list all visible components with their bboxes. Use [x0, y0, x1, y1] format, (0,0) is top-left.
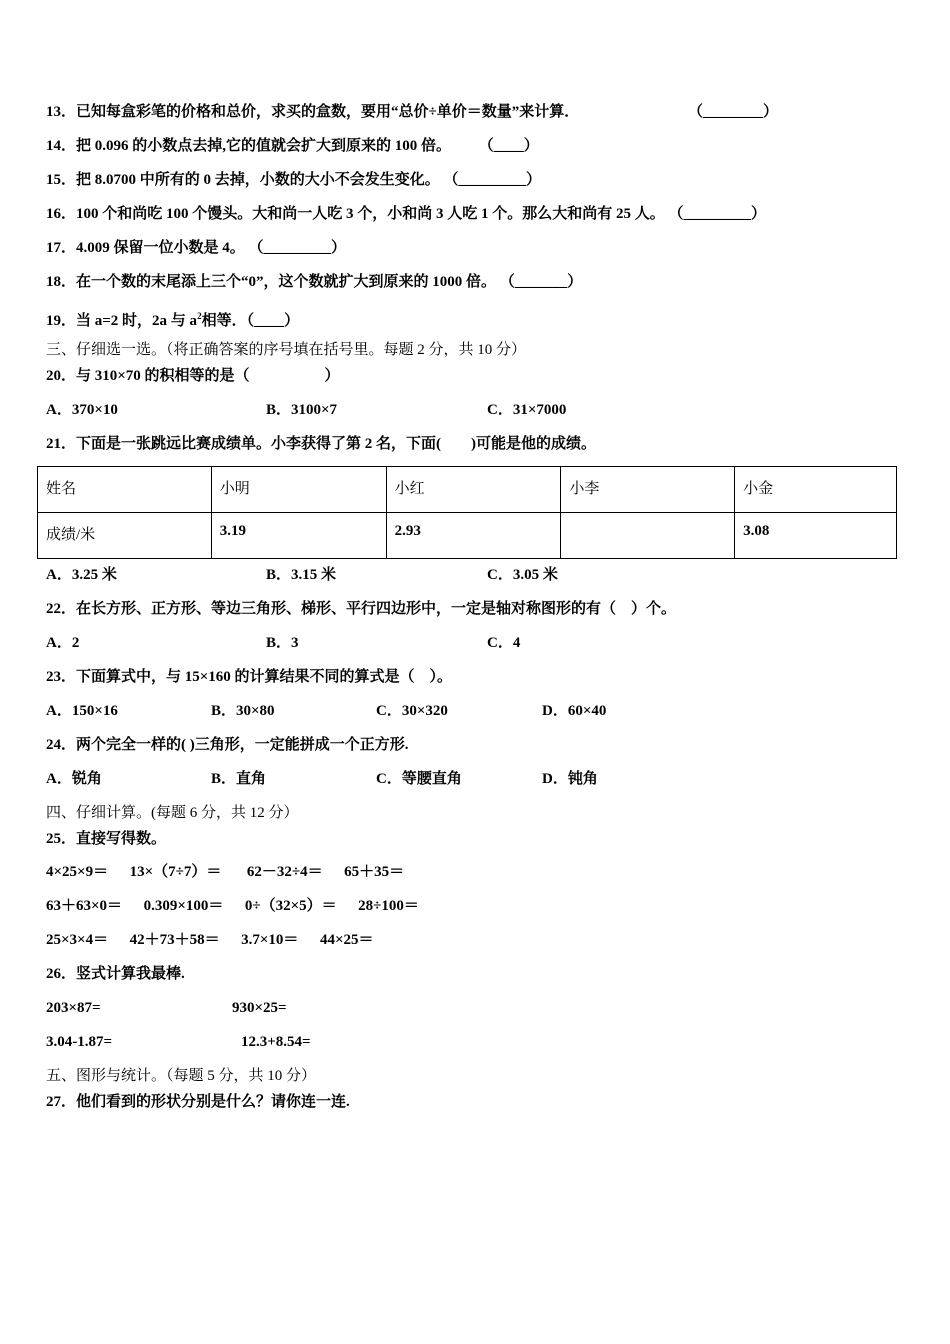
question-24: 24．两个完全一样的( )三角形，一定能拼成一个正方形.: [46, 737, 409, 753]
question-13: 13．已知每盒彩笔的价格和总价，求买的盒数，要用“总价÷单价＝数量”来计算．: [46, 104, 580, 120]
calc-item: 65＋35＝: [344, 864, 405, 880]
table-cell: 小明: [211, 467, 386, 513]
q24-option-c[interactable]: C．等腰直角: [376, 771, 462, 787]
vertical-calc-4: 12.3+8.54=: [241, 1034, 311, 1050]
answer-blank-13[interactable]: （________）: [688, 104, 779, 120]
answer-blank-16[interactable]: （_________）: [668, 206, 767, 222]
question-26: 26．竖式计算我最棒.: [46, 966, 185, 982]
calc-row-3: [46, 930, 374, 950]
q22-option-a[interactable]: A．2: [46, 635, 80, 651]
answer-blank-15[interactable]: （_________）: [443, 172, 542, 188]
question-23: 23．下面算式中，与 15×160 的计算结果不同的算式是（ ）。: [46, 669, 453, 685]
calc-item: 0÷（32×5）＝: [244, 898, 337, 914]
question-25: 25．直接写得数。: [46, 831, 167, 847]
table-cell: 成绩/米: [38, 513, 212, 559]
q20-option-c[interactable]: C．31×7000: [487, 402, 567, 418]
q22-option-b[interactable]: B．3: [266, 635, 299, 651]
table-cell: 小金: [735, 467, 897, 513]
calc-item: 13×（7÷7）＝: [129, 864, 222, 880]
calc-item: 4×25×9＝: [46, 864, 109, 880]
question-15: 15．把 8.0700 中所有的 0 去掉，小数的大小不会发生变化。 （_________）: [46, 172, 542, 188]
question-17: 17．4.009 保留一位小数是 4。 （_________）: [46, 240, 347, 256]
vertical-calc-2: 930×25=: [232, 1000, 287, 1016]
table-cell: 3.08: [735, 513, 897, 559]
question-20: 20．与 310×70 的积相等的是（ ）: [46, 368, 340, 384]
table-cell: 2.93: [386, 513, 561, 559]
question-16: 16．100 个和尚吃 100 个馒头。大和尚一人吃 3 个，小和尚 3 人吃 1 个。那么大和尚有 25 人。 （_________）: [46, 206, 767, 222]
question-27: 27．他们看到的形状分别是什么？请你连一连.: [46, 1094, 350, 1110]
q23-option-c[interactable]: C．30×320: [376, 703, 448, 719]
section-5-heading: 五、图形与统计。（每题 5 分，共 10 分）: [46, 1068, 317, 1084]
calc-item: 44×25＝: [319, 932, 374, 948]
question-18: 18．在一个数的末尾添上三个“0”，这个数就扩大到原来的 1000 倍。 （_______）: [46, 274, 583, 290]
vertical-calc-1: 203×87=: [46, 1000, 101, 1016]
q24-option-a[interactable]: A．锐角: [46, 771, 102, 787]
calc-item: 25×3×4＝: [46, 932, 109, 948]
table-cell: 姓名: [38, 467, 212, 513]
table-cell: 3.19: [211, 513, 386, 559]
calc-row-1: [46, 862, 404, 882]
calc-item: 62－32÷4＝: [246, 864, 323, 880]
table-header-row: [38, 467, 897, 513]
q21-option-c[interactable]: C．3.05 米: [487, 567, 558, 583]
q21-option-b[interactable]: B．3.15 米: [266, 567, 337, 583]
table-cell: 小李: [561, 467, 735, 513]
vertical-calc-3: 3.04-1.87=: [46, 1034, 113, 1050]
calc-item: 0.309×100＝: [143, 898, 224, 914]
q21-option-a[interactable]: A．3.25 米: [46, 567, 117, 583]
calc-item: 42＋73＋58＝: [129, 932, 220, 948]
question-19: 19．当 a=2 时，2a 与 $a^2$相等．（____）: [46, 311, 300, 329]
answer-blank-18[interactable]: （_______）: [499, 274, 583, 290]
section-4-heading: 四、仔细计算。(每题 6 分，共 12 分）: [46, 805, 299, 821]
calc-item: 63＋63×0＝: [46, 898, 123, 914]
score-table: [37, 466, 897, 559]
table-cell: [561, 513, 735, 559]
q20-option-b[interactable]: B．3100×7: [266, 402, 338, 418]
q24-option-b[interactable]: B．直角: [211, 771, 267, 787]
question-21: 21．下面是一张跳远比赛成绩单。小李获得了第 2 名，下面( )可能是他的成绩。: [46, 436, 596, 452]
q23-option-a[interactable]: A．150×16: [46, 703, 118, 719]
q23-option-d[interactable]: D．60×40: [542, 703, 607, 719]
q24-option-d[interactable]: D．钝角: [542, 771, 598, 787]
q20-option-a[interactable]: A．370×10: [46, 402, 118, 418]
calc-item: 3.7×10＝: [241, 932, 299, 948]
answer-blank-17[interactable]: （_________）: [248, 240, 347, 256]
table-row: [38, 513, 897, 559]
question-14: 14．把 0.096 的小数点去掉,它的值就会扩大到原来的 100 倍。 （____）: [46, 138, 539, 154]
calc-item: 28÷100＝: [358, 898, 419, 914]
question-22: 22．在长方形、正方形、等边三角形、梯形、平行四边形中，一定是轴对称图形的有（ ）个。: [46, 601, 677, 617]
answer-blank-14[interactable]: （____）: [478, 138, 539, 154]
table-cell: 小红: [386, 467, 561, 513]
calc-row-2: [46, 896, 419, 916]
section-3-heading: 三、仔细选一选。（将正确答案的序号填在括号里。每题 2 分，共 10 分）: [46, 342, 527, 358]
q23-option-b[interactable]: B．30×80: [211, 703, 275, 719]
q22-option-c[interactable]: C．4: [487, 635, 521, 651]
